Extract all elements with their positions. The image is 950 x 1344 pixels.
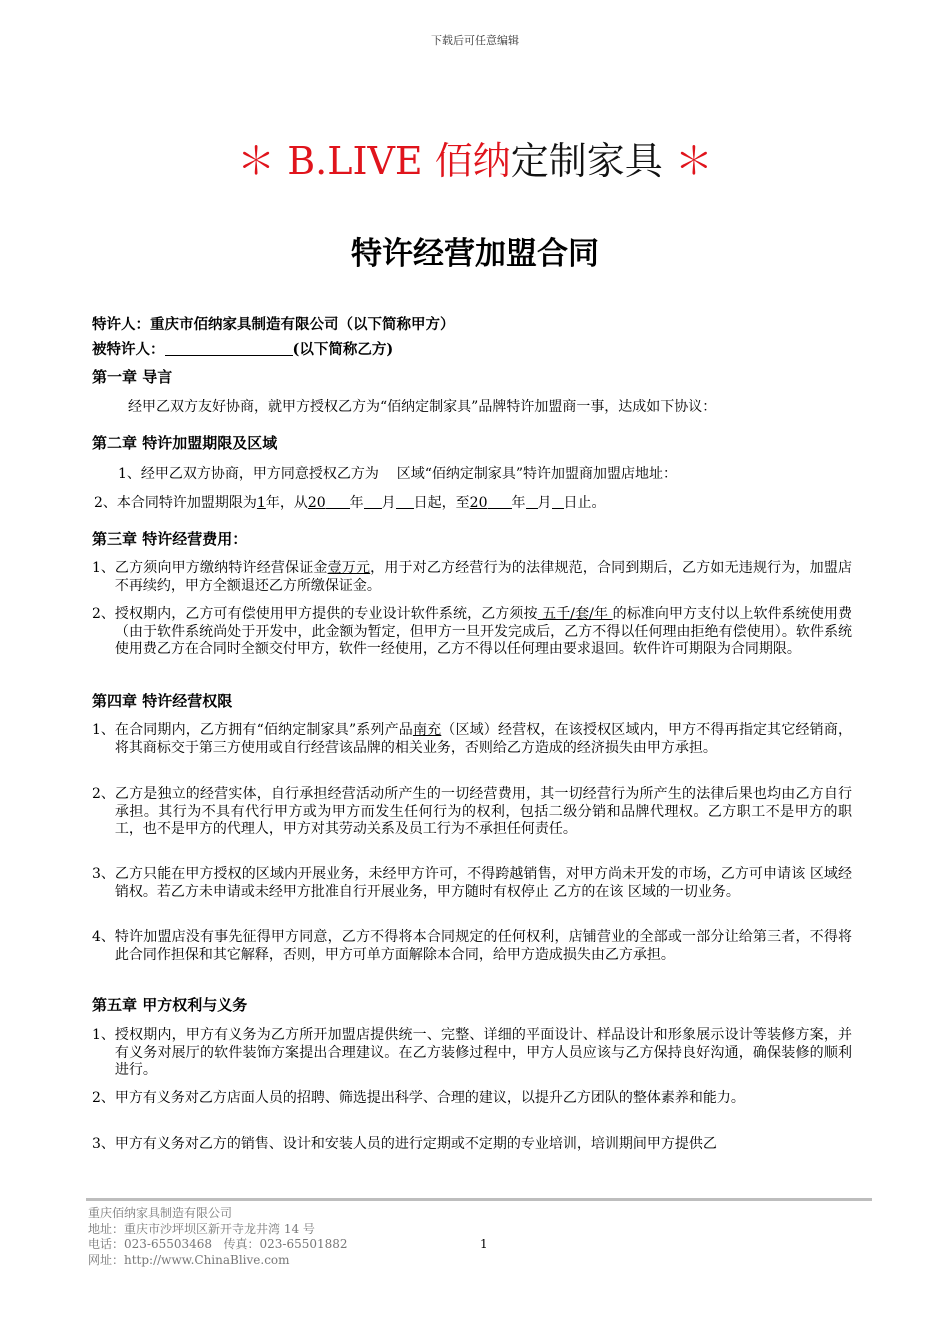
software-text-a: 授权期内，乙方可有偿使用甲方提供的专业设计软件系统，乙方须按	[114, 606, 538, 622]
blank-start-month	[364, 494, 382, 509]
item-number: 1、	[92, 1027, 115, 1043]
franchisee-line	[92, 341, 862, 359]
chapter-1-title: 第一章 导言	[92, 368, 173, 386]
item-number: 1、	[92, 722, 115, 738]
footer-divider	[86, 1198, 872, 1201]
blank-start-day	[396, 494, 414, 509]
term-text-c: 年	[349, 495, 364, 511]
chapter-4-title: 第四章 特许经营权限	[92, 692, 233, 710]
blank-end-year	[488, 494, 512, 509]
blank-end-month	[526, 494, 538, 509]
region-text-b: （区域）经营权，在该授权区域内，甲方不得再指定其它经销商，将其商标交于第三方使用或自行经营该品牌的相关业务，否则给乙方造成的经济损失由甲方承担。	[114, 722, 852, 756]
para-text: 乙方只能在甲方授权的区域内开展业务，未经甲方许可，不得跨越销售，对甲方尚未开发的市场，乙方可申请该 区域经销权。若乙方未申请或未经甲方批准自行开展业务，甲方随时有权停止 乙方的在该 区域的一切业务。	[114, 866, 852, 900]
chapter-2-title: 第二章 特许加盟期限及区域	[92, 434, 278, 452]
item-number: 3、	[92, 866, 115, 882]
blank-start-year	[326, 494, 350, 509]
para-text: 特许加盟店没有事先征得甲方同意，乙方不得将本合同规定的任何权利，店铺营业的全部或一部分让给第三者，不得将此合同作担保和其它解释，否则，甲方可单方面解除本合同，给甲方造成损失由乙方承担。	[114, 929, 852, 963]
footer	[88, 1206, 348, 1268]
term-start-year: 20	[307, 495, 326, 511]
software-fee: 五千/套/年	[537, 606, 613, 622]
brand-part3: ＊	[674, 139, 713, 183]
footer-phone: 电话：023-65503468 传真：023-65501882	[88, 1237, 348, 1251]
term-end-year: 20	[469, 495, 488, 511]
item-number: 2、	[92, 786, 115, 802]
footer-website: 网址：http://www.ChinaBlive.com	[88, 1252, 290, 1267]
deposit-text-b: ，用于对乙方经营行为的法律规范，合同到期后，乙方如无违规行为，加盟店不再续约，甲方全额退还乙方所缴保证金。	[114, 560, 853, 594]
term-text-g: 月	[537, 495, 552, 511]
item-number: 2、	[92, 606, 115, 622]
franchisee-blank	[165, 341, 293, 356]
term-text-d: 月	[381, 495, 396, 511]
footer-address: 地址：重庆市沙坪坝区新开寺龙井湾 14 号	[88, 1221, 315, 1236]
franchisee-label: 被特许人：	[92, 341, 165, 358]
brand-title	[0, 136, 950, 186]
chapter-3-para-2	[92, 606, 852, 659]
chapter-4-para-3	[92, 866, 852, 901]
deposit-amount: 壹万元	[327, 560, 371, 576]
term-text-b: 年，从	[265, 495, 308, 511]
chapter-5-para-3: 3、甲方有义务对乙方的销售、设计和安装人员的进行定期或不定期的专业培训，培训期间甲方提供乙	[92, 1136, 717, 1152]
para-text: 乙方是独立的经营实体，自行承担经营活动所产生的一切经营费用，其一切经营行为所产生的法律后果也均由乙方自行承担。其行为不具有代行甲方或为甲方而发生任何行为的权利，包括二级分销和品牌代理权。乙方职工不是甲方的职工，也不是甲方的代理人，甲方对其劳动关系及员工行为不承担任何责任。	[114, 786, 852, 837]
software-text-b: 的标准向甲方支付以上软件系统使用费（由于软件系统尚处于开发中，此金额为暂定，但甲方一旦开发完成后，乙方不得以任何理由拒绝有偿使用）。软件系统使用费乙方在合同时全额交付甲方，软件一经使用，乙方不得以任何理由要求退回。软件许可期限为合同期限。	[114, 606, 853, 657]
chapter-3-title: 第三章 特许经营费用：	[92, 530, 248, 548]
chapter-5-para-2: 2、甲方有义务对乙方店面人员的招聘、筛选提出科学、合理的建议，以提升乙方团队的整体素养和能力。	[92, 1090, 745, 1106]
franchisee-suffix: (以下简称乙方)	[292, 341, 394, 358]
chapter-3-para-1	[92, 560, 852, 595]
item-number: 4、	[92, 929, 115, 945]
item-number: 1、	[92, 560, 115, 576]
brand-part1: ＊ B.LIVE 佰纳	[237, 139, 511, 183]
blank-end-day	[552, 494, 564, 509]
chapter-5-title: 第五章 甲方权利与义务	[92, 996, 248, 1014]
region-name: 南充	[412, 722, 442, 738]
brand-part2: 定制家具	[510, 139, 663, 183]
region-text-a: 在合同期内，乙方拥有“佰纳定制家具”系列产品	[114, 722, 413, 738]
term-text-a: 2、本合同特许加盟期限为	[94, 495, 257, 511]
term-text-f: 年	[511, 495, 526, 511]
chapter-4-para-4	[92, 929, 852, 964]
footer-company: 重庆佰纳家具制造有限公司	[88, 1206, 233, 1220]
para-text: 授权期内，甲方有义务为乙方所开加盟店提供统一、完整、详细的平面设计、样品设计和形象展示设计等装修方案，并有义务对展厅的软件装饰方案提出合理建议。在乙方装修过程中，甲方人员应该与乙方保持良好沟通，确保装修的顺利进行。	[114, 1027, 852, 1078]
term-years: 1	[256, 495, 266, 511]
page-number: 1	[480, 1237, 488, 1251]
deposit-text-a: 乙方须向甲方缴纳特许经营保证金	[114, 560, 328, 576]
term-text-h: 日止。	[563, 495, 606, 511]
chapter-4-para-2	[92, 786, 852, 839]
document-title: 特许经营加盟合同	[351, 236, 599, 272]
chapter-2-para-1: 1、经甲乙双方协商，甲方同意授权乙方为 区域“佰纳定制家具”特许加盟商加盟店地址：	[118, 466, 678, 482]
page-header-note: 下载后可任意编辑	[431, 34, 519, 47]
term-text-e: 日起，至	[413, 495, 470, 511]
franchisor-line: 特许人：重庆市佰纳家具制造有限公司（以下简称甲方）	[92, 316, 455, 333]
chapter-5-para-1	[92, 1027, 852, 1080]
chapter-1-para: 经甲乙双方友好协商，就甲方授权乙方为“佰纳定制家具”品牌特许加盟商一事，达成如下协议：	[128, 399, 717, 415]
chapter-4-para-1	[92, 722, 852, 757]
chapter-2-para-2	[94, 494, 854, 513]
